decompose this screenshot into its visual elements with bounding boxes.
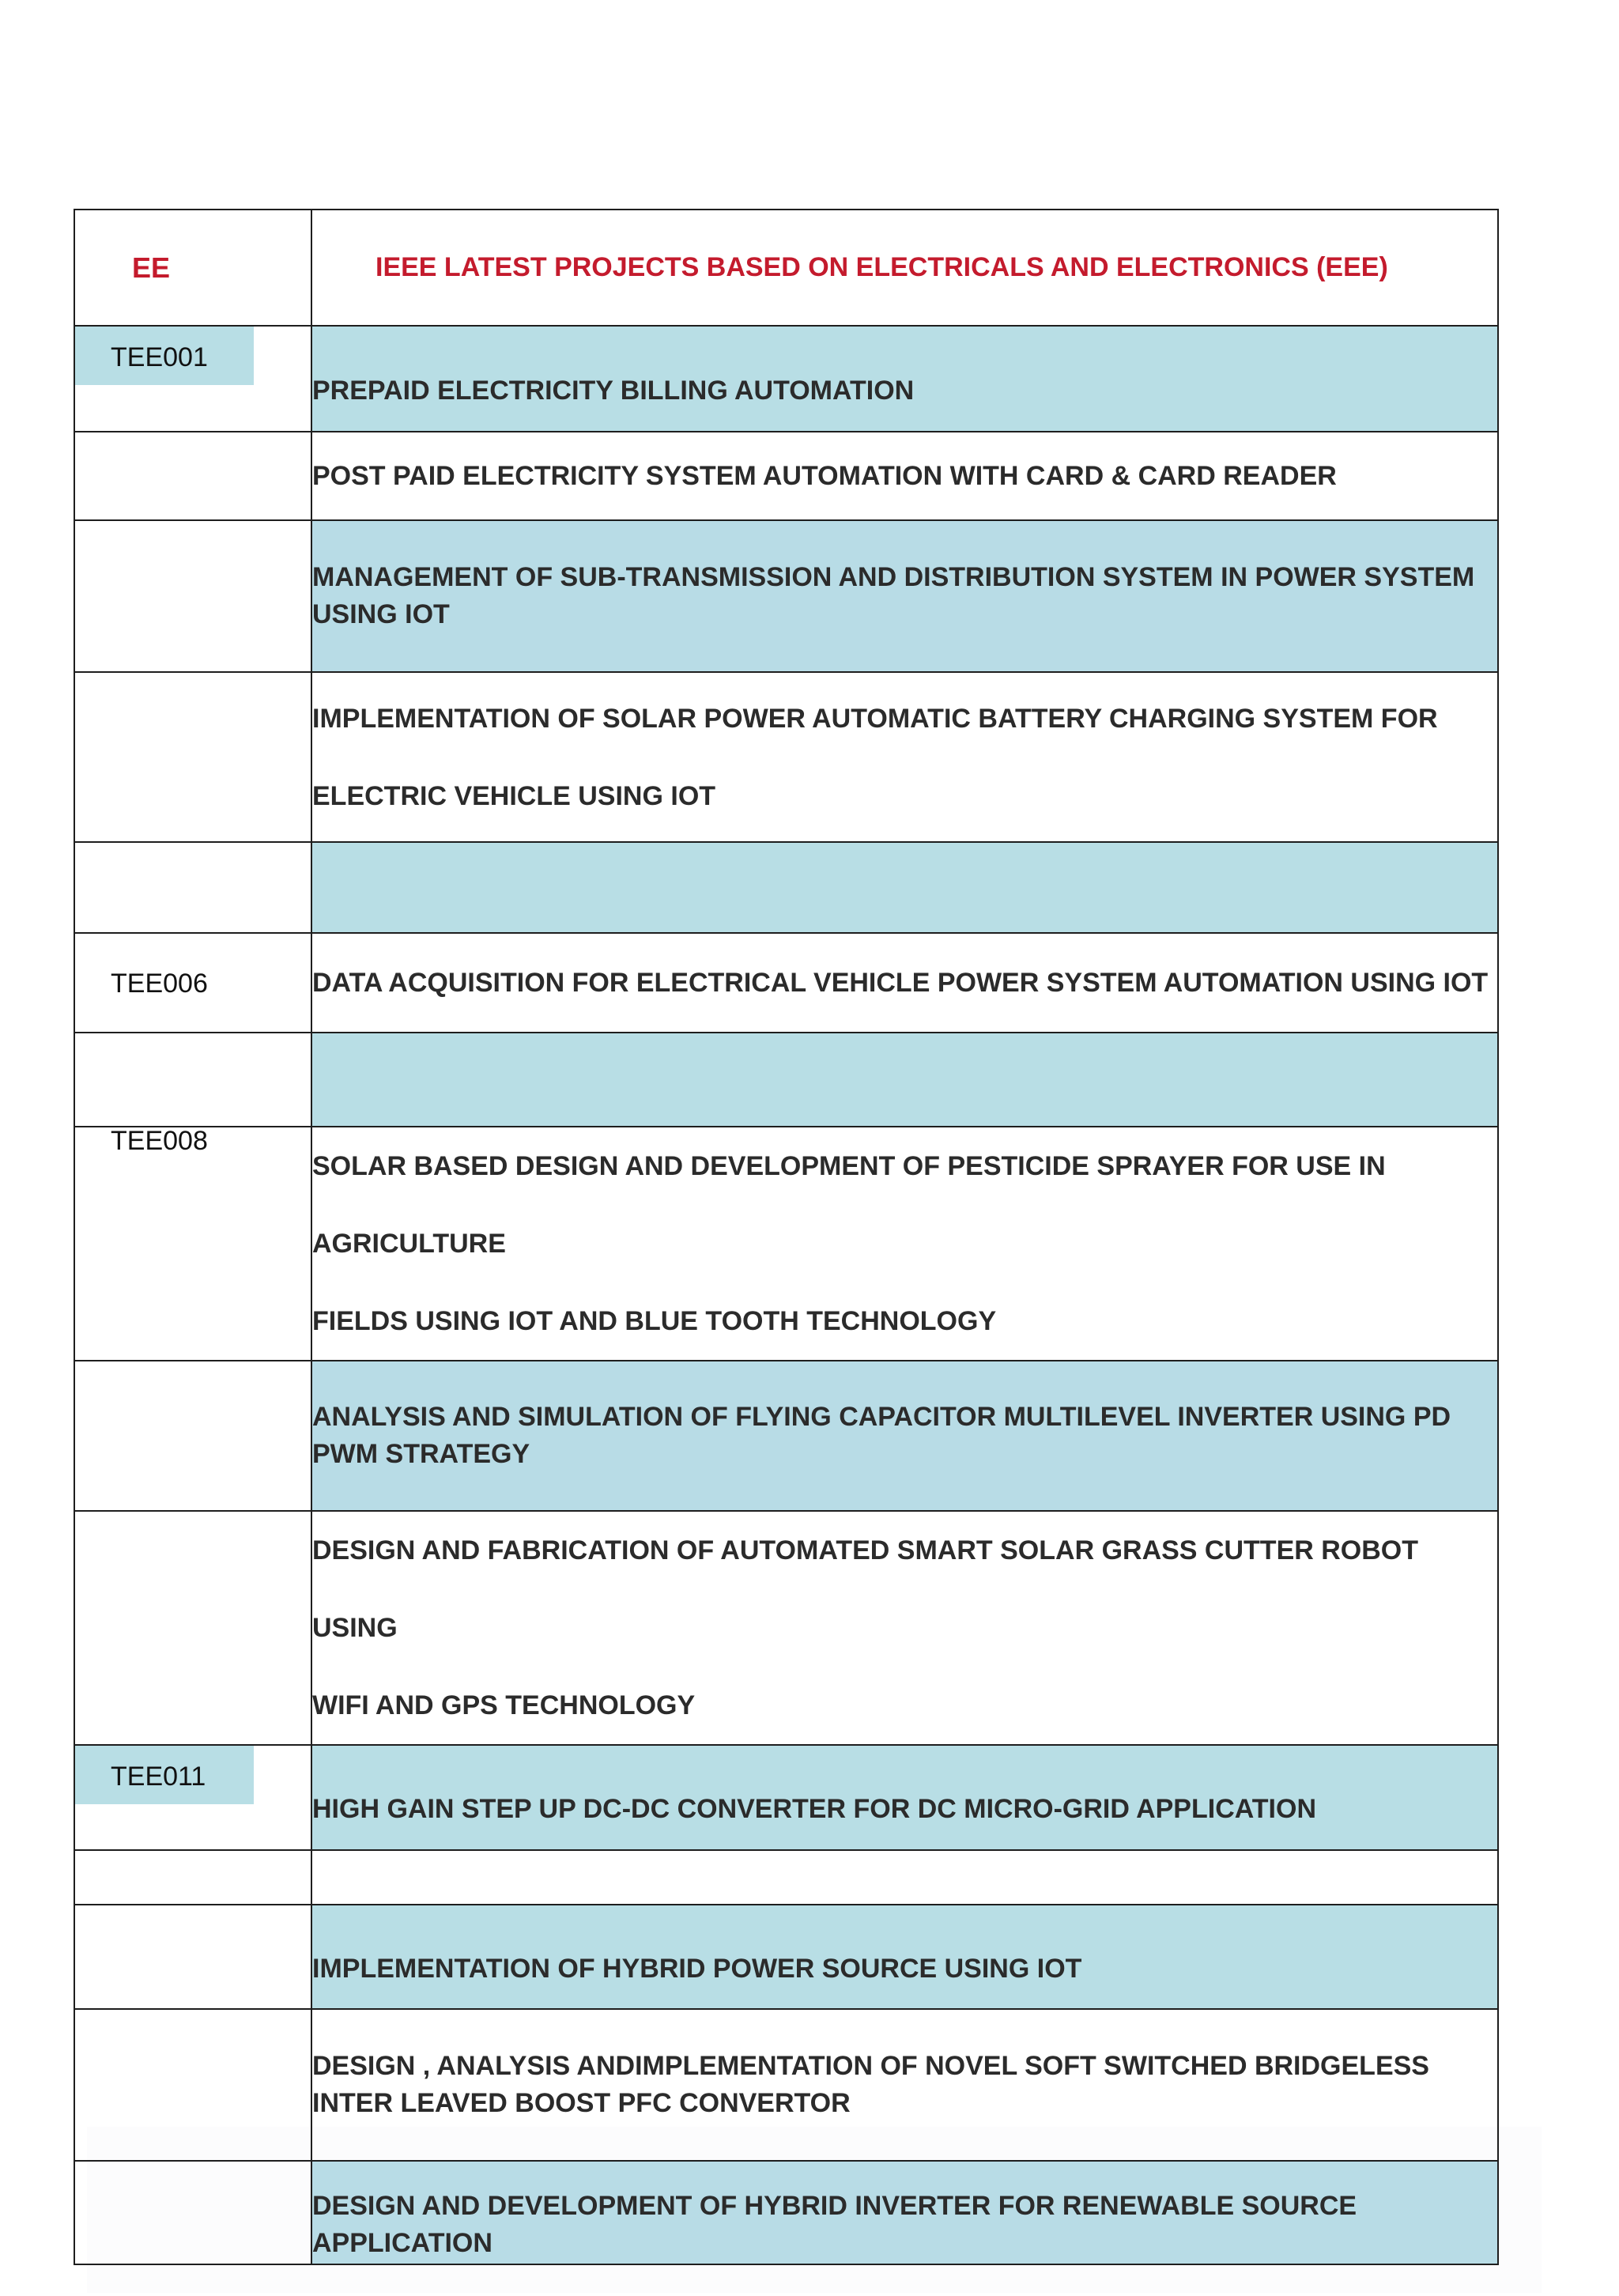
title-line: DESIGN AND FABRICATION OF AUTOMATED SMART SOLAR GRASS CUTTER ROBOT USING [312,1535,1419,1643]
table-row [74,1127,1498,1361]
code-cell [74,933,311,1033]
title-line: SOLAR BASED DESIGN AND DEVELOPMENT OF PESTICIDE SPRAYER FOR USE IN AGRICULTURE [312,1151,1386,1259]
project-code: TEE011 [111,1762,206,1792]
code-cell [74,432,311,520]
code-cell [74,1905,311,2009]
title-cell: PREPAID ELECTRICITY BILLING AUTOMATION [311,326,1498,432]
table-row [74,1745,1498,1850]
table-row [74,2009,1498,2161]
code-cell [74,1127,311,1361]
title-cell [311,672,1498,842]
header-code-cell: EE [74,210,311,326]
code-cell [74,2009,311,2161]
code-cell [74,1511,311,1745]
code-cell [74,520,311,672]
title-cell [311,1127,1498,1361]
title-line: ELECTRIC VEHICLE USING IOT [312,780,716,811]
title-cell: MANAGEMENT OF SUB-TRANSMISSION AND DISTRIBUTION SYSTEM IN POWER SYSTEM USING IOT [311,520,1498,672]
title-cell: ANALYSIS AND SIMULATION OF FLYING CAPACITOR MULTILEVEL INVERTER USING PD PWM STRATEGY [311,1361,1498,1511]
code-cell [74,1850,311,1905]
title-cell [311,1033,1498,1127]
title-cell [311,1511,1498,1745]
table-row [74,933,1498,1033]
title-line: FIELDS USING IOT AND BLUE TOOTH TECHNOLOGY [312,1306,997,1336]
title-cell: DATA ACQUISITION FOR ELECTRICAL VEHICLE POWER SYSTEM AUTOMATION USING IOT [311,933,1498,1033]
title-cell: IMPLEMENTATION OF HYBRID POWER SOURCE USING IOT [311,1905,1498,2009]
code-cell [74,1745,311,1850]
table-row [74,1033,1498,1127]
title-cell [311,1850,1498,1905]
table-row [74,432,1498,520]
code-cell [74,326,311,432]
title-line: IMPLEMENTATION OF SOLAR POWER AUTOMATIC BATTERY CHARGING SYSTEM FOR [312,703,1438,734]
project-code: TEE001 [111,342,208,372]
code-cell [74,672,311,842]
title-cell: POST PAID ELECTRICITY SYSTEM AUTOMATION WITH CARD & CARD READER [311,432,1498,520]
table-row [74,1850,1498,1905]
table-row [74,672,1498,842]
table-row [74,326,1498,432]
code-cell [74,842,311,933]
table-row [74,520,1498,672]
code-cell [74,2161,311,2264]
table-row [74,1511,1498,1745]
title-cell: DESIGN AND DEVELOPMENT OF HYBRID INVERTER FOR RENEWABLE SOURCE APPLICATION [311,2161,1498,2264]
project-code: TEE006 [111,969,208,999]
table-row [74,1905,1498,2009]
project-code: TEE008 [111,1126,208,1156]
title-cell [311,842,1498,933]
header-title-cell: IEEE LATEST PROJECTS BASED ON ELECTRICALS AND ELECTRONICS (EEE) [311,210,1498,326]
table-header-row [74,210,1498,326]
table-row [74,842,1498,933]
table-row [74,1361,1498,1511]
code-cell [74,1033,311,1127]
title-cell: HIGH GAIN STEP UP DC-DC CONVERTER FOR DC MICRO-GRID APPLICATION [311,1745,1498,1850]
table-row [74,2161,1498,2264]
title-line: WIFI AND GPS TECHNOLOGY [312,1690,696,1720]
code-cell [74,1361,311,1511]
projects-table [74,209,1499,2265]
title-cell: DESIGN , ANALYSIS ANDIMPLEMENTATION OF NOVEL SOFT SWITCHED BRIDGELESS INTER LEAVED BOOST PFC CONVERTOR [311,2009,1498,2161]
